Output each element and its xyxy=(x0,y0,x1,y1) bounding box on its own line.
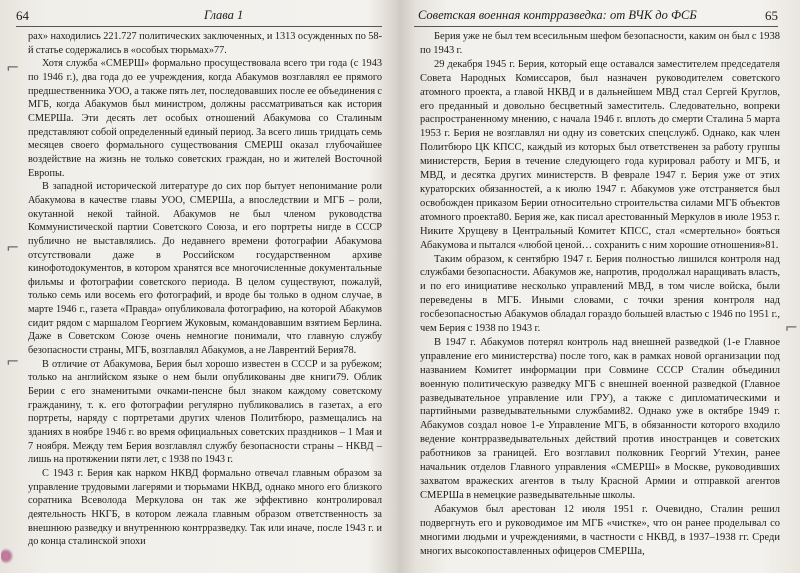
paragraph: Таким образом, к сентябрю 1947 г. Берия полностью лишился контроля над службами безопасности. Абакумов же, напротив, продолжал наращивать власть, и по его инициативе несколько управлений МВД, в том числе войска, были переведены в МГБ. Иными словами, с точки зрения контроля над госбезопасностью Абакумов обладал гораздо большей властью с 1946 по 1951 г., чем Берия с 1938 по 1943 г. xyxy=(420,253,780,335)
paragraph: В отличие от Абакумова, Берия был хорошо известен в СССР и за рубежом; только на английском языке о нем были опубликованы две книги79. Облик Берии с его знаменитыми очками-пенсне был знаком каждому советскому гражданину, т. к. его фотографии регулярно публиковались в газетах, а его портреты, наряду с портретами других членов Политбюро, размещались на зданиях в ноябре 1946 г. во время официальных советских праздников – 1 Мая и 7 ноября. Между тем Берия возглавлял службу безопасности страны – НКВД – лишь на протяжении пяти лет, с 1938 по 1943 г. xyxy=(28,358,382,466)
pencil-mark-icon: ⌐ xyxy=(6,238,20,257)
paragraph: С 1943 г. Берия как нарком НКВД формально отвечал главным образом за управление трудовыми лагерями и тюрьмами НКВД, однако много его близкого соратника Всеволода Меркулова он так же эффективно контролировал деятельность НКГБ, в котором лежала главным образом ответственность за внешнюю разведку и внутреннюю контрразведку. Так или иначе, после 1943 г. и до конца сталинской эпохи xyxy=(28,468,382,548)
left-page-body xyxy=(28,30,382,569)
paragraph: рах» находились 221.727 политических заключенных, и 1313 осужденных по 58-й статье содержались в «особых тюрьмах»77. xyxy=(28,31,382,56)
running-head: Глава 1 xyxy=(204,8,244,22)
left-page xyxy=(0,0,398,573)
right-page-body xyxy=(420,30,780,569)
pencil-mark-icon: ⌐ xyxy=(6,58,20,77)
right-page xyxy=(402,0,800,573)
left-page-header xyxy=(16,6,382,27)
paragraph: В 1947 г. Абакумов потерял контроль над внешней разведкой (1-е Главное управление его министерства) после того, как в рамках новой организации под названием Комитет информации при Совмине СССР Сталин объединил военную политическую разведку МГБ с внешней военной разведкой (Главное разведывательное управление или ГРУ), а также с дипломатическими и партийными разведывательными службами82. Однако уже в октябре 1949 г. Абакумов создал новое 1-е Управление МГБ, в обязанности которого входило ведение контрразведывательных действий против иностранцев и советских работников за границей. Его возглавил полковник Георгий Утехин, ранее начальник отделов Главного управления «СМЕРШ» в Москве, руководивших захватом вражеских агентов в тылу Красной Армии и отправкой агентов СМЕРШа в немецкие разведывательные школы. xyxy=(420,336,780,501)
page-number: 64 xyxy=(16,8,29,23)
right-page-header xyxy=(414,6,778,27)
ink-blot xyxy=(1,548,13,564)
paragraph: Хотя служба «СМЕРШ» формально просуществовала всего три года (с 1943 по 1946 г.), два года до ее учреждения, когда Абакумов возглавлял ее прямого предшественника УОО, а также пять лет, последовавших после ее объединения с МГБ, когда Абакумов был министром, должны рассматриваться как история СМЕРШа. Эти десять лет особых отношений Абакумова со Сталиным представляют собой определенный единый период. За всего лишь тридцать семь месяцев своего формального существования СМЕРШ оказал глубочайшее воздействие на жизнь не только советских граждан, но и жителей Восточной Европы. xyxy=(28,58,382,179)
pencil-mark-icon: ⌐ xyxy=(784,318,798,337)
paragraph: В западной исторической литературе до сих пор бытует непонимание роли Абакумова в качестве главы УОО, СМЕРШа, а впоследствии и МГБ – роли, окутанной некой тайной. Абакумов не был членом руководства Коммунистической партии Советского Союза, и его портреты нигде в СССР публично не выставлялись. До недавнего времени фотографии Абакумова отсутствовали даже в Российском государственном архиве кинофотодокументов, в котором хранятся все многочисленные документальные фильмы и фотографии советского периода. В целом существуют, пожалуй, только семь или восемь его фотографий, и вроде бы только в одном случае, в марте 1946 г., газета «Правда» опубликовала фотографию, на которой Абакумов сидит рядом с маршалом Георгием Жуковым, командовавшим взятием Берлина. Даже в Советском Союзе очень немногие понимали, что главную службу безопасности страны, МГБ, возглавлял Абакумов, а не Лаврентий Берия78. xyxy=(28,181,382,357)
paragraph: Абакумов был арестован 12 июля 1951 г. Очевидно, Сталин решил подвергнуть его и руководимое им МГБ «чистке», что он ранее проделывал со многими людьми и учреждениями, в частности с НКВД, в 1937–1938 гг. Среди многих высокопоставленных офицеров СМЕРШа, xyxy=(420,503,780,557)
paragraph: 29 декабря 1945 г. Берия, который еще оставался заместителем председателя Совета Народных Комиссаров, был назначен руководителем советского атомного проекта, а главой НКВД и в дальнейшем МВД стал Сергей Круглов, его преданный и довольно бесцветный заместитель. Следовательно, вопреки распространенному мнению, с начала 1946 г. вплоть до смерти Сталина 5 марта 1953 г. Берия не возглавлял ни одну из советских спецслужб. Однако, как член Политбюро ЦК КПСС, каждый из которых был ответственен за работу группы министерств, Берия в течение следующего года курировал работу и МГБ, и МВД, и десятка других министерств. В феврале 1947 г. Берия уже от этих кураторских обязанностей, а к июлю 1947 г. Абакумов уже отстраняется был освобожден приказом Берии относительно строительства силами МГБ объектов атомного проекта80. Берия же, как писал арестованный Меркулов в июле 1953 г. Никите Хрущеву в Центральный Комитет КПСС, стал «смертельно» бояться Абакумова и пытался «любой ценой… сохранить с ним хорошие отношения»81. xyxy=(420,58,780,251)
page-number: 65 xyxy=(765,8,778,23)
running-head: Советская военная контрразведка: от ВЧК до ФСБ xyxy=(418,8,697,22)
pencil-mark-icon: ⌐ xyxy=(6,352,20,371)
paragraph: Берия уже не был тем всесильным шефом безопасности, каким он был с 1938 по 1943 г. xyxy=(420,31,780,56)
